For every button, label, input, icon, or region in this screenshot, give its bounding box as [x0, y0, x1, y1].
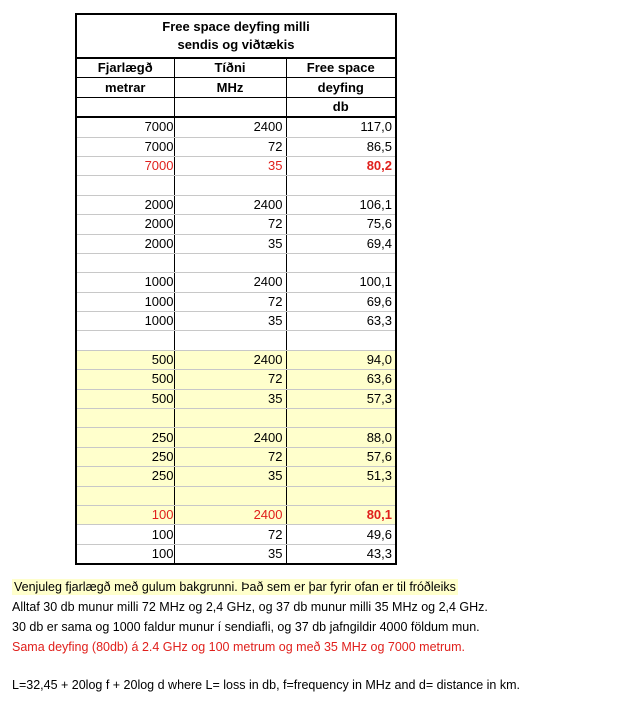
distance-cell [76, 176, 174, 195]
frequency-cell: 35 [174, 389, 286, 408]
distance-cell [76, 331, 174, 350]
loss-cell: 75,6 [286, 215, 396, 234]
table-row [76, 253, 396, 272]
distance-cell [76, 253, 174, 272]
loss-cell: 117,0 [286, 117, 396, 137]
table-row [76, 525, 396, 544]
frequency-cell: 35 [174, 544, 286, 564]
table-row [76, 389, 396, 408]
table-row [76, 215, 396, 234]
loss-cell: 86,5 [286, 137, 396, 156]
distance-cell: 7000 [76, 117, 174, 137]
frequency-cell [174, 409, 286, 428]
frequency-cell [174, 253, 286, 272]
frequency-cell: 2400 [174, 117, 286, 137]
distance-cell [76, 486, 174, 505]
header-loss-line2: deyfing [286, 78, 396, 97]
table-row [76, 409, 396, 428]
table-row [76, 156, 396, 175]
loss-cell: 43,3 [286, 544, 396, 564]
formula-line: L=32,45 + 20log f + 20log d where L= loss in db, f=frequency in MHz and d= distance in km. [12, 678, 520, 692]
distance-cell: 100 [76, 505, 174, 524]
table-row [76, 447, 396, 466]
frequency-cell: 72 [174, 215, 286, 234]
distance-cell: 100 [76, 544, 174, 564]
note-line3: 30 db er sama og 1000 faldur munur í sendiafli, og 37 db jafngildir 4000 földum mun. [12, 620, 480, 634]
table-row [76, 428, 396, 447]
frequency-cell: 35 [174, 234, 286, 253]
loss-cell: 94,0 [286, 350, 396, 369]
header-distance: Fjarlægð [76, 58, 174, 78]
header-distance-blank [76, 97, 174, 117]
frequency-cell: 2400 [174, 350, 286, 369]
frequency-cell: 2400 [174, 195, 286, 214]
loss-cell: 49,6 [286, 525, 396, 544]
distance-cell: 7000 [76, 137, 174, 156]
loss-cell: 63,6 [286, 370, 396, 389]
frequency-cell: 35 [174, 156, 286, 175]
note-line1: Venjuleg fjarlægð með gulum bakgrunni. Það sem er þar fyrir ofan er til fróðleiks [14, 580, 456, 594]
loss-cell [286, 409, 396, 428]
loss-cell: 57,6 [286, 447, 396, 466]
frequency-cell: 72 [174, 137, 286, 156]
distance-cell: 250 [76, 447, 174, 466]
distance-cell: 500 [76, 350, 174, 369]
table-row [76, 117, 396, 137]
distance-cell: 1000 [76, 273, 174, 292]
table-row [76, 505, 396, 524]
frequency-cell [174, 176, 286, 195]
table-row [76, 195, 396, 214]
distance-cell: 1000 [76, 292, 174, 311]
distance-cell: 2000 [76, 195, 174, 214]
frequency-cell: 35 [174, 312, 286, 331]
header-loss-unit: db [286, 97, 396, 117]
frequency-cell: 2400 [174, 273, 286, 292]
loss-cell: 69,4 [286, 234, 396, 253]
frequency-cell: 35 [174, 467, 286, 486]
table-row [76, 234, 396, 253]
distance-cell: 250 [76, 467, 174, 486]
table-row [76, 273, 396, 292]
distance-cell: 500 [76, 370, 174, 389]
loss-cell: 57,3 [286, 389, 396, 408]
table-row [76, 467, 396, 486]
loss-cell [286, 176, 396, 195]
loss-cell [286, 486, 396, 505]
table-title-line2: sendis og viðtækis [177, 37, 295, 52]
frequency-cell: 72 [174, 292, 286, 311]
table-row [76, 350, 396, 369]
distance-cell: 2000 [76, 215, 174, 234]
frequency-cell: 72 [174, 447, 286, 466]
table-title [76, 14, 396, 58]
loss-cell: 69,6 [286, 292, 396, 311]
attenuation-table [75, 13, 397, 565]
frequency-cell: 2400 [174, 505, 286, 524]
loss-cell: 88,0 [286, 428, 396, 447]
table-row [76, 370, 396, 389]
note-yellow-legend [12, 580, 458, 594]
distance-cell [76, 409, 174, 428]
table-row [76, 312, 396, 331]
table-row [76, 544, 396, 564]
header-frequency-unit: MHz [174, 78, 286, 97]
header-frequency: Tíðni [174, 58, 286, 78]
distance-cell: 2000 [76, 234, 174, 253]
header-loss: Free space [286, 58, 396, 78]
table-row [76, 292, 396, 311]
frequency-cell: 2400 [174, 428, 286, 447]
loss-cell: 80,2 [286, 156, 396, 175]
table-row [76, 486, 396, 505]
distance-cell: 7000 [76, 156, 174, 175]
note-line2: Alltaf 30 db munur milli 72 MHz og 2,4 GHz, og 37 db munur milli 35 MHz og 2,4 GHz. [12, 600, 488, 614]
frequency-cell: 72 [174, 370, 286, 389]
table-title-line1: Free space deyfing milli [162, 19, 310, 34]
loss-cell: 63,3 [286, 312, 396, 331]
loss-cell: 51,3 [286, 467, 396, 486]
distance-cell: 1000 [76, 312, 174, 331]
loss-cell: 106,1 [286, 195, 396, 214]
loss-cell: 100,1 [286, 273, 396, 292]
loss-cell [286, 331, 396, 350]
table-row [76, 176, 396, 195]
header-frequency-blank [174, 97, 286, 117]
frequency-cell: 72 [174, 525, 286, 544]
distance-cell: 250 [76, 428, 174, 447]
distance-cell: 100 [76, 525, 174, 544]
loss-cell [286, 253, 396, 272]
distance-cell: 500 [76, 389, 174, 408]
frequency-cell [174, 331, 286, 350]
loss-cell: 80,1 [286, 505, 396, 524]
note-line4: Sama deyfing (80db) á 2.4 GHz og 100 metrum og með 35 MHz og 7000 metrum. [12, 640, 466, 654]
table-row [76, 331, 396, 350]
frequency-cell [174, 486, 286, 505]
header-distance-unit: metrar [76, 78, 174, 97]
table-row [76, 137, 396, 156]
